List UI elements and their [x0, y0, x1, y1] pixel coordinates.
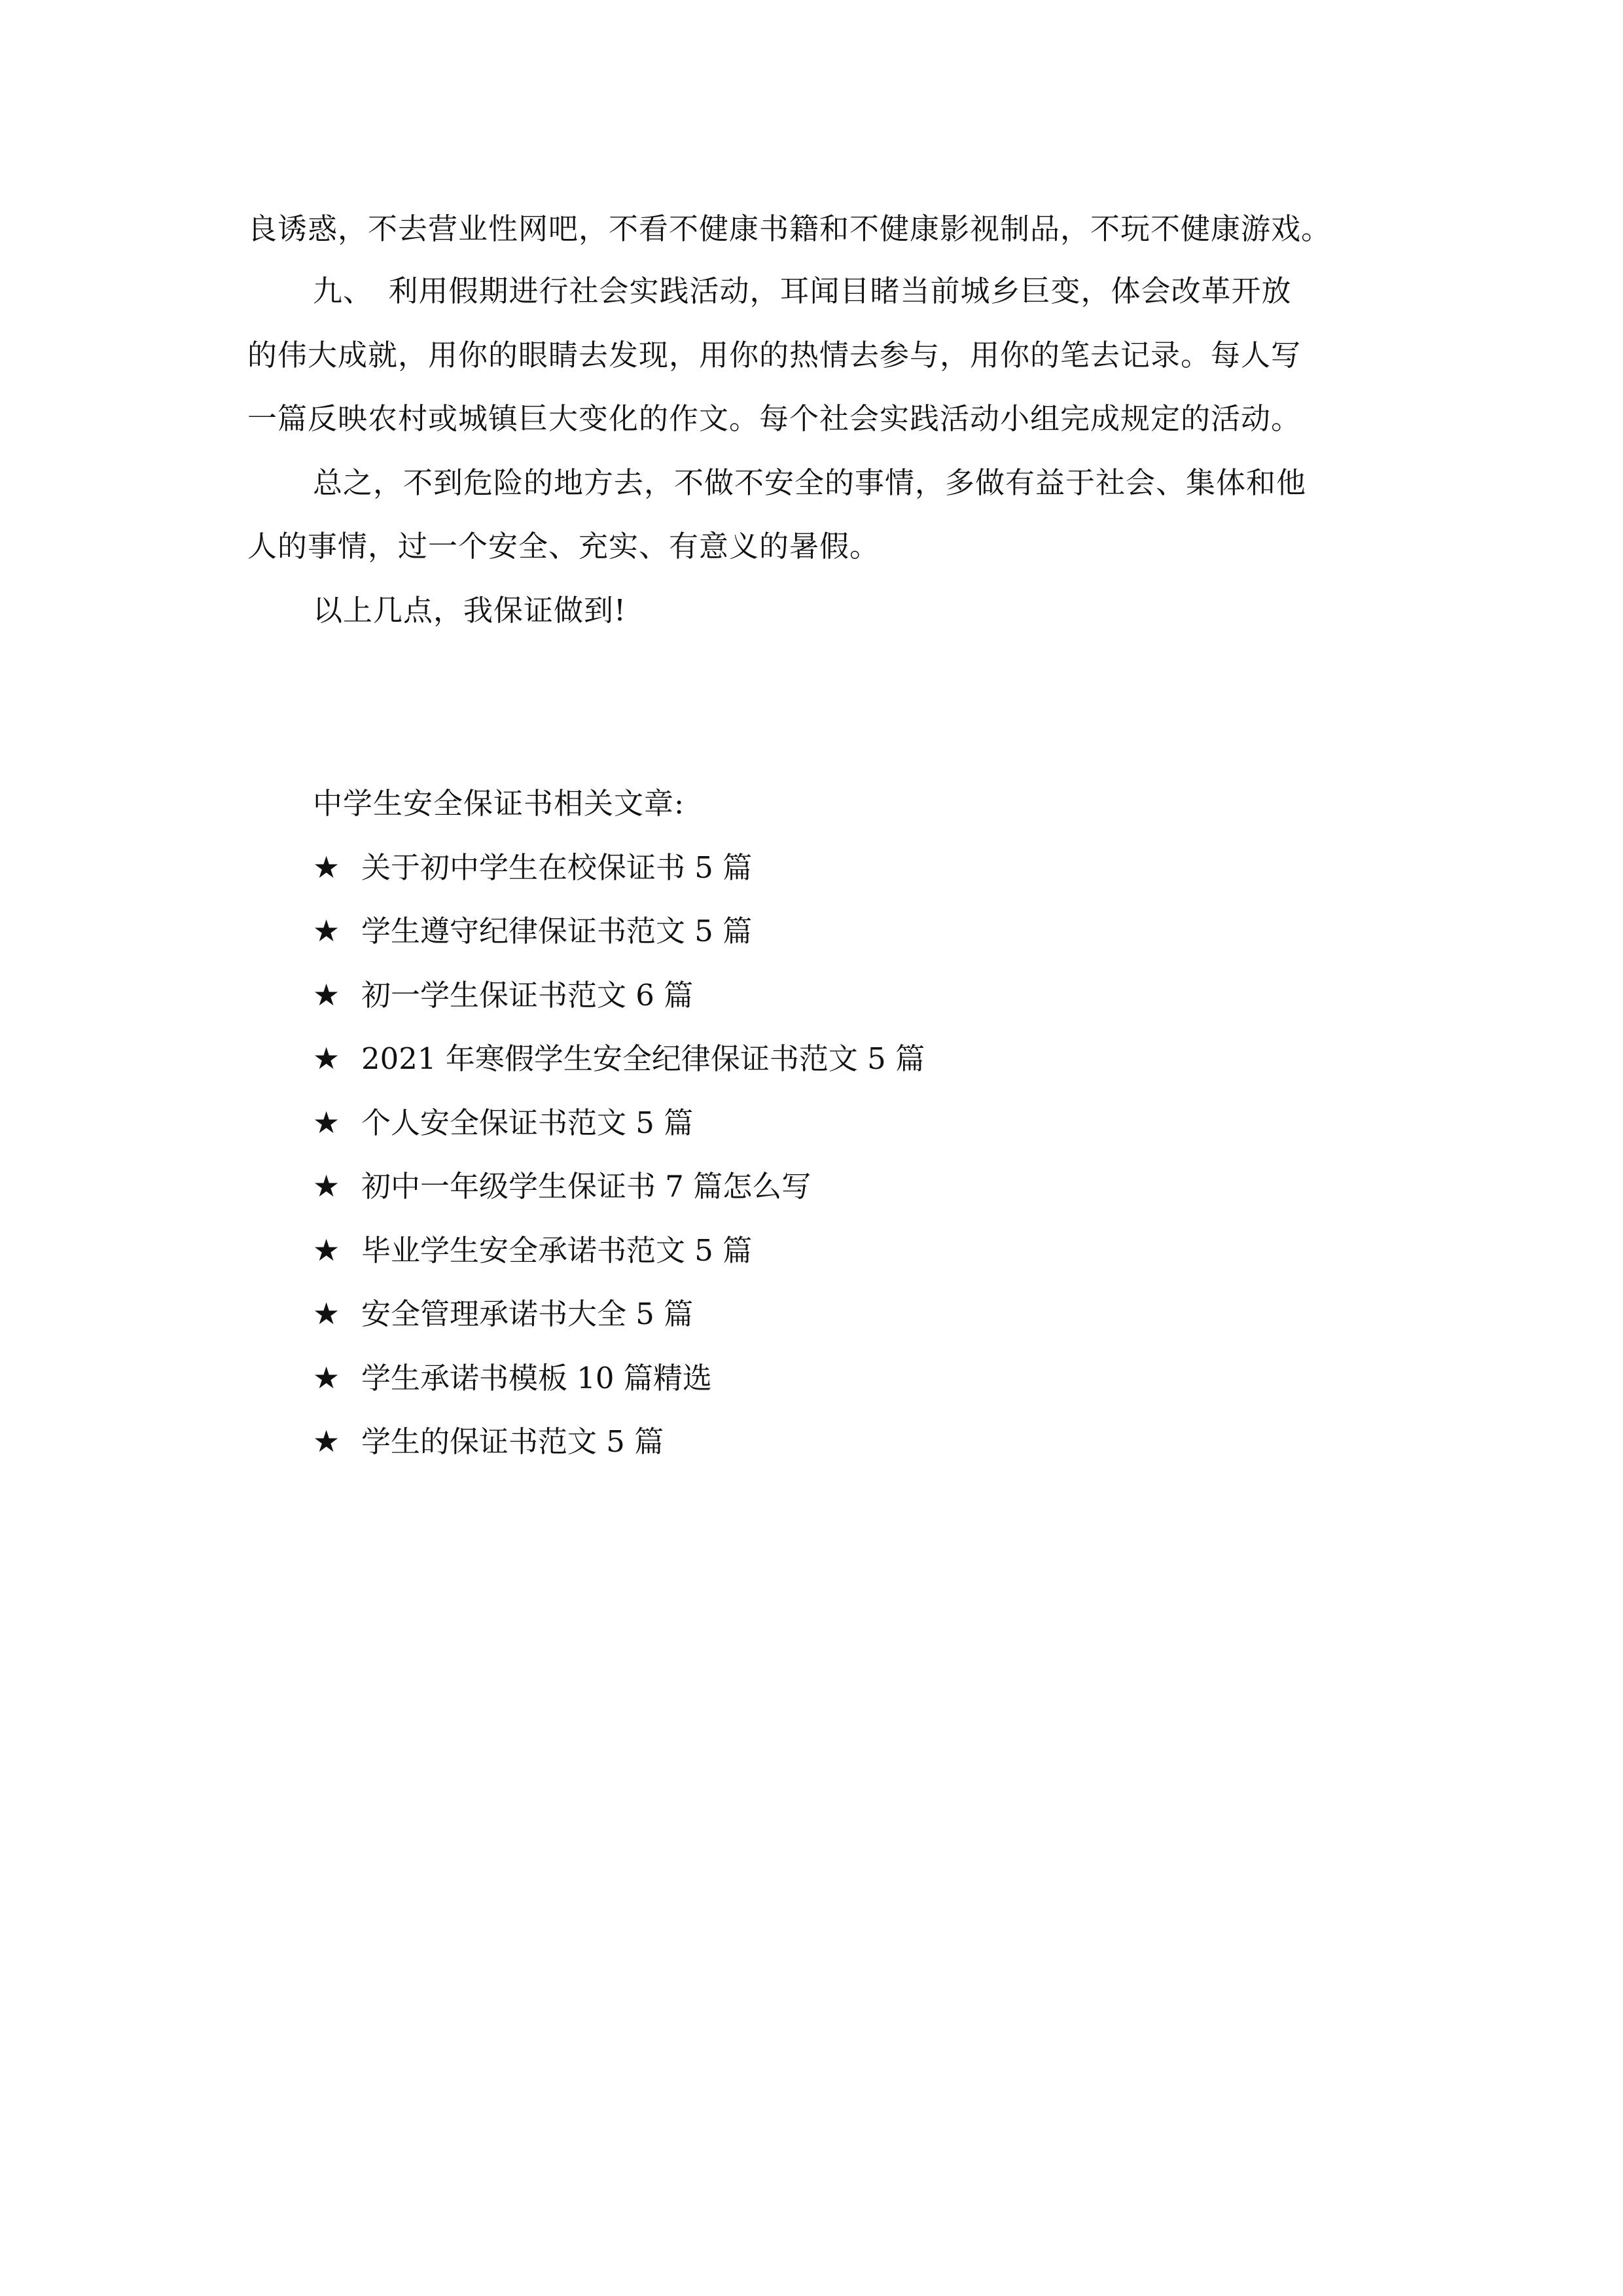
star-icon: ★ [313, 1232, 340, 1268]
related-link-label: 初中一年级学生保证书 7 篇怎么写 [361, 1169, 812, 1204]
related-link-label: 学生的保证书范文 5 篇 [361, 1424, 664, 1459]
star-icon: ★ [313, 1360, 340, 1395]
related-link[interactable] [313, 1039, 925, 1079]
star-icon: ★ [313, 913, 340, 948]
body-line-2: 九、 利用假期进行社会实践活动，耳闻目睹当前城乡巨变，体会改革开放 [313, 274, 1292, 308]
star-icon: ★ [313, 850, 340, 885]
star-icon: ★ [313, 1424, 340, 1459]
related-link[interactable] [313, 1166, 811, 1206]
body-line-6: 人的事情，过一个安全、充实、有意义的暑假。 [247, 529, 880, 564]
body-line-7: 以上几点，我保证做到! [313, 593, 627, 628]
related-link[interactable] [313, 911, 752, 951]
star-icon: ★ [313, 1105, 340, 1140]
related-link-label: 毕业学生安全承诺书范文 5 篇 [361, 1233, 753, 1268]
related-link-label: 安全管理承诺书大全 5 篇 [361, 1297, 694, 1331]
related-link-label: 关于初中学生在校保证书 5 篇 [361, 850, 753, 885]
body-line-5: 总之，不到危险的地方去，不做不安全的事情，多做有益于社会、集体和他 [313, 465, 1307, 500]
related-heading: 中学生安全保证书相关文章: [313, 786, 685, 821]
related-link[interactable] [313, 848, 752, 888]
related-link[interactable] [313, 975, 693, 1015]
related-link-label: 个人安全保证书范文 5 篇 [361, 1105, 694, 1140]
star-icon: ★ [313, 1296, 340, 1331]
body-line-1: 良诱惑，不去营业性网吧，不看不健康书籍和不健康影视制品，不玩不健康游戏。 [247, 211, 1332, 246]
related-link[interactable] [313, 1294, 693, 1334]
related-link[interactable] [313, 1422, 664, 1462]
body-line-4: 一篇反映农村或城镇巨大变化的作文。每个社会实践活动小组完成规定的活动。 [247, 401, 1302, 436]
related-link-label: 学生遵守纪律保证书范文 5 篇 [361, 914, 753, 948]
related-link[interactable] [313, 1358, 712, 1398]
star-icon: ★ [313, 1041, 340, 1076]
star-icon: ★ [313, 977, 340, 1013]
related-link-label: 2021 年寒假学生安全纪律保证书范文 5 篇 [361, 1041, 925, 1076]
related-link-label: 初一学生保证书范文 6 篇 [361, 978, 694, 1013]
related-link[interactable] [313, 1103, 693, 1143]
related-link[interactable] [313, 1230, 752, 1270]
body-line-3: 的伟大成就，用你的眼睛去发现，用你的热情去参与，用你的笔去记录。每人写 [247, 338, 1302, 372]
star-icon: ★ [313, 1168, 340, 1204]
related-link-label: 学生承诺书模板 10 篇精选 [361, 1361, 712, 1395]
